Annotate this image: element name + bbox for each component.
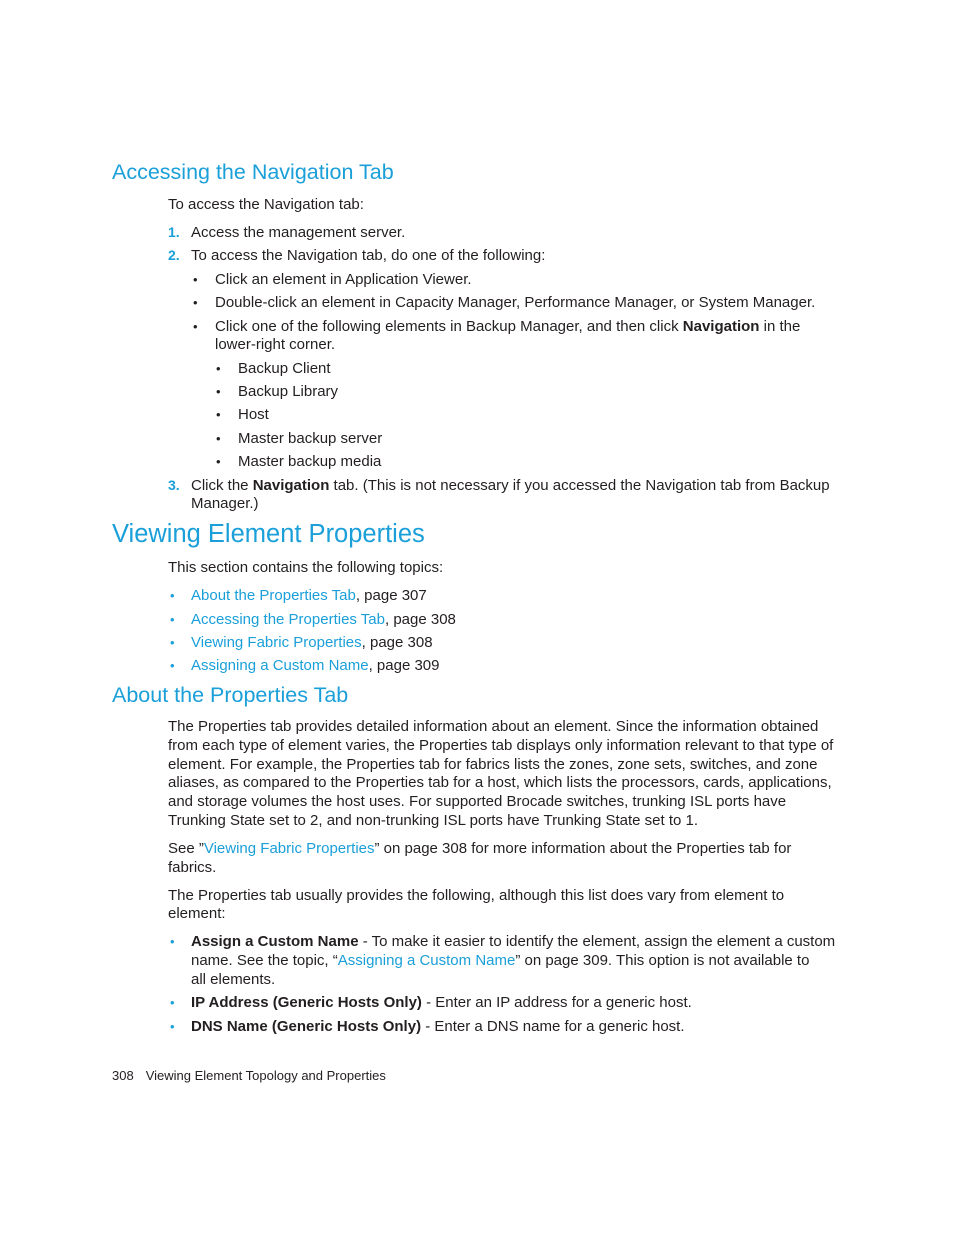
intro-text: To access the Navigation tab: (168, 196, 364, 213)
step-text: Access the management server. (191, 224, 406, 241)
sub-bullet-marker: • (216, 431, 221, 446)
bullet-marker: • (170, 612, 175, 627)
sub-bullet-marker: • (216, 361, 221, 376)
sub-bullet-marker: • (216, 384, 221, 399)
topic-item: Accessing the Properties Tab, page 308 (191, 611, 456, 628)
bullet-text: Click an element in Application Viewer. (215, 271, 472, 288)
topic-item: About the Properties Tab, page 307 (191, 587, 427, 604)
bullet-marker: • (193, 272, 198, 287)
paragraph-line: element: (168, 905, 226, 922)
sub-bullet-text: Host (238, 406, 269, 423)
bullet-marker: • (170, 995, 175, 1010)
sub-bullet-text: Master backup server (238, 430, 383, 447)
topic-link[interactable]: Accessing the Properties Tab (191, 611, 385, 628)
step-text-continued: Manager.) (191, 495, 259, 512)
bullet-marker: • (193, 295, 198, 310)
sub-bullet-text: Backup Client (238, 360, 331, 377)
section-heading-viewing-element-properties: Viewing Element Properties (112, 520, 425, 548)
bullet-text: Double-click an element in Capacity Manager, Performance Manager, or System Manager. (215, 294, 816, 311)
property-item: DNS Name (Generic Hosts Only) - Enter a DNS name for a generic host. (191, 1018, 685, 1035)
bullet-marker: • (193, 319, 198, 334)
topic-link[interactable]: Assigning a Custom Name (191, 657, 369, 674)
step-text: Click the Navigation tab. (This is not necessary if you accessed the Navigation tab from Backup (191, 477, 830, 494)
paragraph-line: from each type of element varies, the Properties tab displays only information relevant to that type of (168, 737, 834, 754)
assigning-custom-name-link[interactable]: Assigning a Custom Name (337, 952, 516, 969)
topic-link[interactable]: About the Properties Tab (191, 587, 356, 604)
bullet-marker: • (170, 934, 175, 949)
paragraph-line: Trunking State set to 2, and non-trunking ISL ports have Trunking State set to 1. (168, 812, 699, 829)
see-also-line-continued: fabrics. (168, 859, 217, 876)
paragraph-line: element. For example, the Properties tab for fabrics lists the zones, zone sets, switches, and zone (168, 756, 818, 773)
bullet-text-continued: lower-right corner. (215, 336, 336, 353)
viewing-fabric-properties-link[interactable]: Viewing Fabric Properties (203, 840, 375, 857)
topic-item: Assigning a Custom Name, page 309 (191, 657, 440, 674)
topic-link[interactable]: Viewing Fabric Properties (191, 634, 362, 651)
bullet-marker: • (170, 1019, 175, 1034)
section-heading-about-properties-tab: About the Properties Tab (112, 683, 349, 707)
property-item-continued: name. See the topic, “Assigning a Custom Name” on page 309. This option is not available to (191, 952, 810, 969)
topic-item: Viewing Fabric Properties, page 308 (191, 634, 433, 651)
sub-bullet-marker: • (216, 407, 221, 422)
step-number: 1. (168, 224, 180, 240)
sub-bullet-text: Backup Library (238, 383, 339, 400)
intro-text: This section contains the following topics: (168, 559, 444, 576)
step-text: To access the Navigation tab, do one of the following: (191, 247, 546, 264)
property-item: IP Address (Generic Hosts Only) - Enter an IP address for a generic host. (191, 994, 692, 1011)
footer-title: Viewing Element Topology and Properties (145, 1068, 386, 1083)
see-also-line: See ”Viewing Fabric Properties” on page 308 for more information about the Properties tab for (168, 840, 792, 857)
paragraph-line: The Properties tab usually provides the following, although this list does vary from element to (168, 887, 785, 904)
step-number: 3. (168, 477, 180, 493)
property-item-continued: all elements. (191, 971, 276, 988)
bullet-text: Click one of the following elements in Backup Manager, and then click Navigation in the (215, 318, 801, 335)
page-number: 308 (112, 1068, 134, 1083)
bullet-marker: • (170, 658, 175, 673)
bullet-marker: • (170, 635, 175, 650)
paragraph-line: The Properties tab provides detailed information about an element. Since the information obtained (168, 718, 819, 735)
step-number: 2. (168, 247, 180, 263)
paragraph-line: and storage volumes the host uses. For supported Brocade switches, trunking ISL ports have (168, 793, 787, 810)
page-footer (112, 1068, 386, 1083)
property-item: Assign a Custom Name - To make it easier to identify the element, assign the element a custom (191, 933, 836, 950)
sub-bullet-marker: • (216, 454, 221, 469)
bullet-marker: • (170, 588, 175, 603)
section-heading-navigation-tab: Accessing the Navigation Tab (112, 160, 394, 184)
paragraph-line: aliases, as compared to the Properties tab for a host, which lists the processors, cards, applications, (168, 774, 832, 791)
sub-bullet-text: Master backup media (238, 453, 382, 470)
